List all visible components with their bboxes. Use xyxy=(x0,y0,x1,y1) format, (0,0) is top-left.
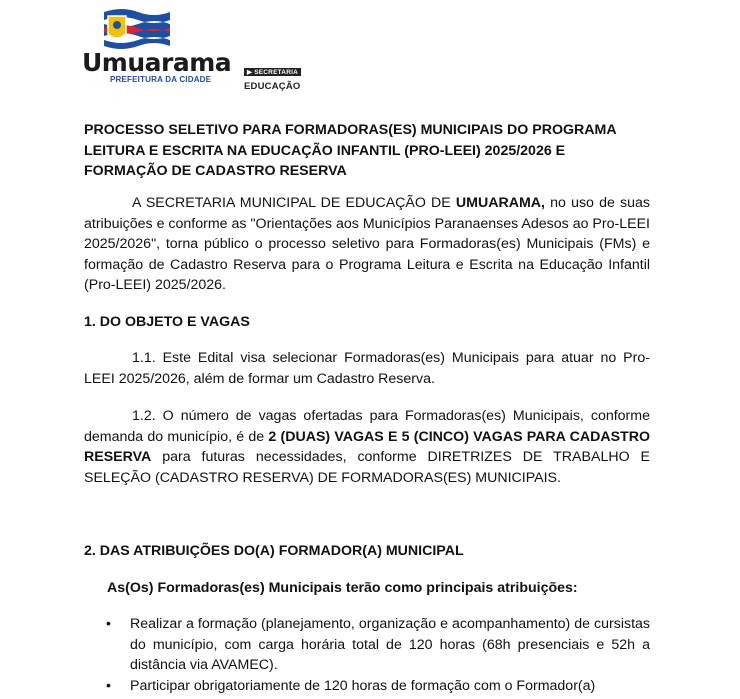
list-item: • Participar obrigatoriamente de 120 horas de formação com o Formador(a) xyxy=(84,676,650,697)
section-2-subheading: As(Os) Formadoras(es) Municipais terão como principais atribuições: xyxy=(107,580,578,596)
bullet-icon: • xyxy=(106,616,111,632)
secretaria-tag: ▶ SECRETARIA xyxy=(244,68,301,76)
section-2-heading: 2. DAS ATRIBUIÇÕES DO(A) FORMADOR(A) MUNICIPAL xyxy=(84,543,464,559)
section-1-heading: 1. DO OBJETO E VAGAS xyxy=(84,314,250,330)
paragraph-1-2: 1.2. O número de vagas ofertadas para Formadoras(es) Municipais, conforme demanda do município, é de 2 (DUAS) VAGAS E 5 (CINCO) VAGAS PARA CADASTRO RESERVA para futuras necessidades, conforme DIRETRIZES DE TRABALHO E SELEÇÃO (CADASTRO RESERVA) DE FORMADORAS(ES) MUNICIPAIS. xyxy=(84,408,650,486)
attributions-list xyxy=(84,614,650,696)
brand-subtitle: PREFEITURA DA CIDADE xyxy=(110,75,212,84)
list-item: • Realizar a formação (planejamento, organização e acompanhamento) de cursistas do município, com carga horária total de 120 horas (68h presenciais e 52h a distância via AVAMEC). xyxy=(106,616,650,673)
flag-emblem-icon xyxy=(102,6,172,52)
secretaria-logo xyxy=(244,61,301,92)
intro-paragraph: A SECRETARIA MUNICIPAL DE EDUCAÇÃO DE UMUARAMA, no uso de suas atribuições e conforme as "Orientações aos Municípios Paranaenses Adesos ao Pro-LEEI 2025/2026", torna público o processo seletivo para Formadoras(es) Municipais (FMs) e formação de Cadastro Reserva para o Programa Leitura e Escrita na Educação Infantil (Pro-LEEI) 2025/2026. xyxy=(84,195,650,293)
brand-name: Umuarama xyxy=(82,48,232,77)
bullet-icon: • xyxy=(106,677,111,694)
document-title: PROCESSO SELETIVO PARA FORMADORAS(ES) MUNICIPAIS DO PROGRAMA LEITURA E ESCRITA NA EDUCAÇÃO INFANTIL (PRO-LEEI) 2025/2026 E FORMAÇÃO DE CADASTRO RESERVA xyxy=(84,122,617,179)
umuarama-logo xyxy=(82,6,302,92)
secretaria-name: EDUCAÇÃO xyxy=(244,81,301,92)
paragraph-1-1: 1.1. Este Edital visa selecionar Formadoras(es) Municipais para atuar no Pro-LEEI 2025/2026, além de formar um Cadastro Reserva. xyxy=(84,350,650,387)
